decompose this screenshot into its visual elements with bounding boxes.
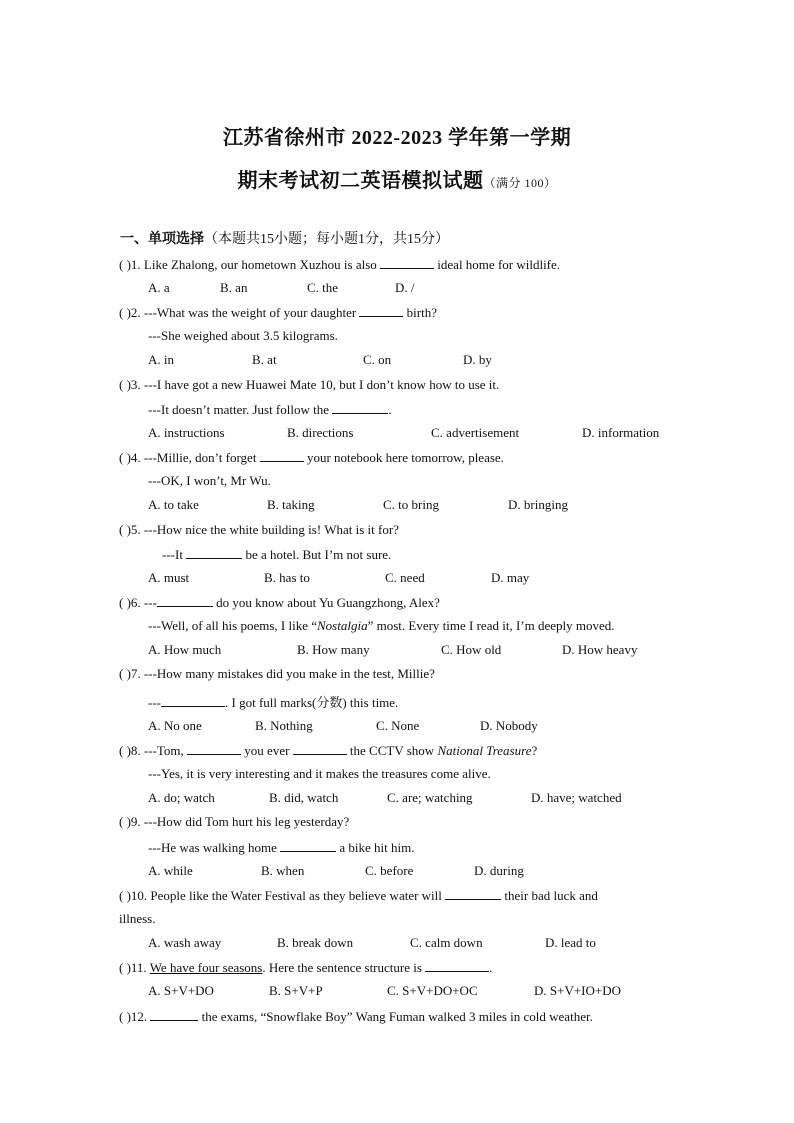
question-10 — [119, 887, 598, 904]
answer-blank — [161, 694, 225, 707]
option-d: D. by — [463, 352, 492, 367]
option-c: C. How old — [441, 642, 502, 657]
full-score-note: （满分 100） — [483, 176, 557, 190]
option-b: B. when — [261, 863, 305, 878]
question-text: ( )12. — [119, 1009, 151, 1024]
question-9: ( )9. ---How did Tom hurt his leg yesterday? — [119, 814, 350, 829]
question-text: ( )4. ---Millie, don’t forget — [119, 450, 260, 465]
exam-title-line1: 江苏省徐州市 2022-2023 学年第一学期 — [222, 127, 572, 149]
question-1 — [119, 256, 560, 273]
question-3-reply — [148, 401, 392, 418]
option-b: B. How many — [297, 642, 370, 657]
option-d: D. information — [582, 425, 660, 440]
question-5-reply — [162, 546, 391, 563]
option-a: A. while — [148, 863, 193, 878]
option-c: C. to bring — [383, 497, 439, 512]
question-text: ? — [531, 743, 538, 758]
exam-title-line2 — [0, 164, 794, 193]
question-text: the exams, “Snowflake Boy” Wang Fuman walked 3 miles in cold weather. — [198, 1009, 593, 1024]
option-d: D. S+V+IO+DO — [534, 983, 621, 998]
question-text: ( )6. --- — [119, 595, 157, 610]
option-d: D. Nobody — [480, 718, 538, 733]
question-12 — [119, 1008, 593, 1025]
question-text: your notebook here tomorrow, please. — [303, 450, 504, 465]
question-10-continued: illness. — [119, 911, 156, 926]
question-7-reply — [148, 692, 398, 711]
question-text: ( )1. Like Zhalong, our hometown Xuzhou is also — [119, 257, 381, 272]
question-2 — [119, 304, 437, 321]
question-text: ---It doesn’t matter. Just follow the — [148, 402, 333, 417]
answer-blank — [293, 742, 347, 755]
question-text: do you know about Yu Guangzhong, Alex? — [212, 595, 440, 610]
option-b: B. at — [252, 352, 277, 367]
answer-blank — [359, 304, 403, 317]
option-d: D. bringing — [508, 497, 568, 512]
question-text: the CCTV show — [346, 743, 438, 758]
option-b: B. has to — [264, 570, 310, 585]
question-text: a bike hit him. — [336, 840, 415, 855]
question-4 — [119, 449, 504, 466]
poem-title: Nostalgia — [317, 618, 368, 633]
option-c: C. need — [385, 570, 425, 585]
question-text: . — [388, 402, 392, 417]
option-d: D. How heavy — [562, 642, 638, 657]
answer-blank — [332, 401, 388, 414]
option-a: A. must — [148, 570, 190, 585]
option-a: A. to take — [148, 497, 199, 512]
question-text: ---It — [162, 547, 187, 562]
option-a: A. S+V+DO — [148, 983, 214, 998]
option-d: D. lead to — [545, 935, 596, 950]
option-b: B. directions — [287, 425, 354, 440]
answer-blank — [380, 256, 434, 269]
question-text: ( )8. ---Tom, — [119, 743, 188, 758]
question-text: . Here the sentence structure is — [262, 960, 426, 975]
section-note: （本题共15小题；每小题1分，共15分） — [204, 232, 449, 247]
question-text: be a hotel. But I’m not sure. — [242, 547, 392, 562]
answer-blank — [186, 546, 242, 559]
option-b: B. Nothing — [255, 718, 313, 733]
question-4-reply: ---OK, I won’t, Mr Wu. — [148, 473, 271, 488]
option-c: C. before — [365, 863, 414, 878]
option-d: D. may — [491, 570, 530, 585]
question-text: . — [489, 960, 493, 975]
question-text: ---He was walking home — [148, 840, 281, 855]
question-text: you ever — [241, 743, 293, 758]
option-c: C. advertisement — [431, 425, 520, 440]
section-heading — [120, 228, 449, 248]
option-c: C. are; watching — [387, 790, 473, 805]
option-b: B. an — [220, 280, 248, 295]
option-a: A. do; watch — [148, 790, 215, 805]
option-b: B. break down — [277, 935, 354, 950]
option-a: A. a — [148, 280, 170, 295]
option-b: B. taking — [267, 497, 315, 512]
option-b: B. did, watch — [269, 790, 339, 805]
question-3: ( )3. ---I have got a new Huawei Mate 10, but I don’t know how to use it. — [119, 377, 500, 392]
answer-blank — [260, 449, 304, 462]
question-text: --- — [148, 695, 161, 710]
question-text: ( )2. ---What was the weight of your daughter — [119, 305, 360, 320]
underlined-sentence: We have four seasons — [149, 960, 263, 975]
answer-blank — [445, 887, 501, 900]
question-text: . I got full marks(分数) this time. — [225, 695, 399, 710]
exam-title-text: 期末考试初二英语模拟试题 — [237, 170, 484, 192]
option-c: C. S+V+DO+OC — [387, 983, 478, 998]
answer-blank — [187, 742, 241, 755]
show-title: National Treasure — [437, 743, 532, 758]
option-a: A. wash away — [148, 935, 222, 950]
section-title: 一、单项选择 — [120, 232, 204, 247]
answer-blank — [150, 1008, 198, 1021]
option-c: C. the — [307, 280, 339, 295]
answer-blank — [425, 959, 489, 972]
option-a: A. instructions — [148, 425, 225, 440]
question-text: ” most. Every time I read it, I’m deeply moved. — [367, 618, 615, 633]
question-text: their bad luck and — [501, 888, 598, 903]
option-d: D. have; watched — [531, 790, 622, 805]
question-text: ( )11. — [119, 960, 150, 975]
option-c: C. None — [376, 718, 420, 733]
question-5: ( )5. ---How nice the white building is! What is it for? — [119, 522, 399, 537]
option-c: C. on — [363, 352, 392, 367]
option-d: D. / — [395, 280, 415, 295]
question-2-reply: ---She weighed about 3.5 kilograms. — [148, 328, 338, 343]
question-8 — [119, 742, 537, 759]
question-text: ( )10. People like the Water Festival as they believe water will — [119, 888, 446, 903]
question-8-reply: ---Yes, it is very interesting and it makes the treasures come alive. — [148, 766, 491, 781]
question-6 — [119, 594, 440, 611]
option-b: B. S+V+P — [269, 983, 323, 998]
option-d: D. during — [474, 863, 524, 878]
option-c: C. calm down — [410, 935, 483, 950]
option-a: A. No one — [148, 718, 202, 733]
question-text: ---Well, of all his poems, I like “ — [148, 618, 317, 633]
answer-blank — [157, 594, 213, 607]
question-11 — [119, 959, 492, 976]
option-a: A. How much — [148, 642, 222, 657]
question-9-reply — [148, 839, 415, 856]
option-a: A. in — [148, 352, 174, 367]
answer-blank — [280, 839, 336, 852]
question-6-reply — [148, 618, 615, 634]
question-text: ideal home for wildlife. — [434, 257, 561, 272]
question-7: ( )7. ---How many mistakes did you make in the test, Millie? — [119, 666, 435, 681]
question-text: birth? — [403, 305, 437, 320]
